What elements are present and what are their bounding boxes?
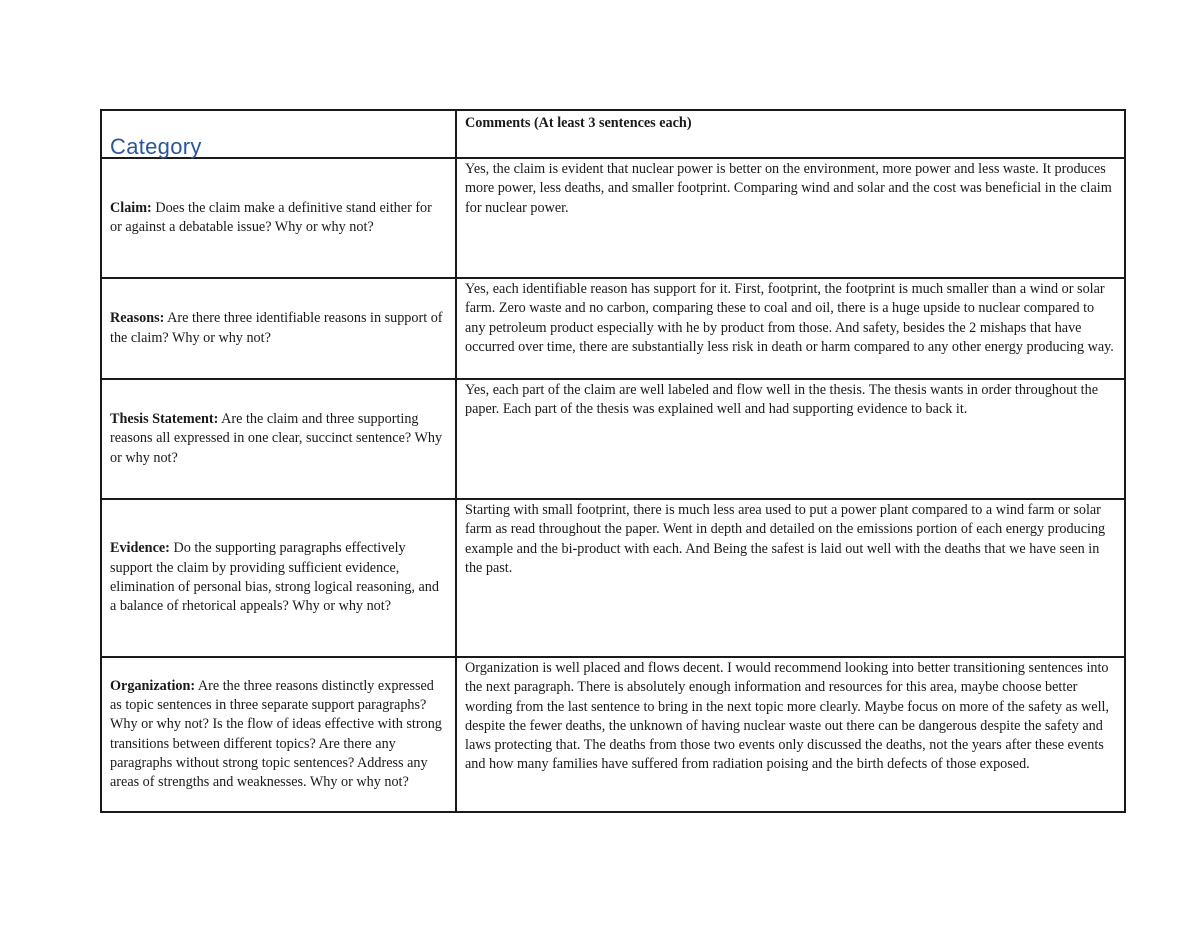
- criterion-cell-evidence: [101, 499, 456, 657]
- criterion-question: Does the claim make a definitive stand either for or against a debatable issue? Why or why not?: [110, 199, 432, 235]
- comment-text: Yes, each identifiable reason has support for it. First, footprint, the footprint is much smaller than a wind or solar farm. Zero waste and no carbon, comparing these to coal and oil, there is a huge upside to nuclear compared to any petroleum product especially with he by product from those. And safety, besides the 2 mishaps that have occurred over time, there are substantially less risk in death or harm compared to any other energy producing way.: [465, 281, 1114, 355]
- comment-cell-claim: [456, 158, 1125, 278]
- criterion-name: Claim:: [110, 199, 152, 216]
- criterion-question: Do the supporting paragraphs effectively support the claim by providing sufficient evidence, elimination of personal bias, strong logical reasoning, and a balance of rhetorical appeals? Why or why not?: [110, 540, 439, 615]
- comment-text: Organization is well placed and flows decent. I would recommend looking into better transitioning sentences into the next paragraph. There is absolutely enough information and resources for this area, maybe choose better wording from the last sentence to bring in the next topic more clearly. Maybe focus on more of the safety as well, despite the fewer deaths, the unknown of having nuclear waste out there can be dangerous despite the safety and laws protecting that. The deaths from those two events only discussed the deaths, not the years after these events and how many families have suffered from radiation poising and the birth defects of those exposed.: [465, 660, 1110, 773]
- table-row: [101, 278, 1125, 379]
- comment-cell-reasons: [456, 278, 1125, 379]
- table-row: [101, 499, 1125, 657]
- comment-cell-organization: [456, 657, 1125, 812]
- category-header-cell: [101, 110, 456, 158]
- comments-header-cell: Comments (At least 3 sentences each): [456, 110, 1125, 158]
- comment-text: Starting with small footprint, there is much less area used to put a power plant compared to a wind farm or solar farm as read throughout the paper. Went in depth and detailed on the emissions portion of each energy producing example and the bi-product with each. And Being the safest is laid out well with the deaths that we have seen in the past.: [465, 502, 1106, 576]
- category-heading: Category: [110, 133, 202, 159]
- criterion-cell-organization: [101, 657, 456, 812]
- criterion-question: Are the three reasons distinctly expressed as topic sentences in three separate support paragraphs? Why or why not? Is the flow of ideas effective with strong transitions between different topics? Are there any paragraphs without strong topic sentences? Address any areas of strengths and weaknesses. Why or why not?: [110, 677, 442, 791]
- table-row: [101, 158, 1125, 278]
- comment-text: Yes, each part of the claim are well labeled and flow well in the thesis. The thesis wants in order throughout the paper. Each part of the thesis was explained well and had supporting evidence to back it.: [465, 382, 1099, 418]
- criterion-cell-thesis: [101, 379, 456, 499]
- criterion-cell-reasons: [101, 278, 456, 379]
- criterion-question: Are there three identifiable reasons in support of the claim? Why or why not?: [110, 310, 443, 346]
- table-row: [101, 657, 1125, 812]
- criterion-name: Organization:: [110, 677, 196, 694]
- comment-text: Yes, the claim is evident that nuclear power is better on the environment, more power and less waste. It produces more power, less deaths, and smaller footprint. Comparing wind and solar and the cost was beneficial in the claim for nuclear power.: [465, 161, 1112, 216]
- comment-cell-thesis: [456, 379, 1125, 499]
- criterion-name: Reasons:: [110, 310, 165, 327]
- review-rubric-table: [100, 109, 1126, 813]
- criterion-question: Are the claim and three supporting reasons all expressed in one clear, succinct sentence? Why or why not?: [110, 411, 443, 466]
- criterion-name: Thesis Statement:: [110, 411, 219, 428]
- table-header-row: [101, 110, 1125, 158]
- criterion-cell-claim: [101, 158, 456, 278]
- table-row: [101, 379, 1125, 499]
- comment-cell-evidence: [456, 499, 1125, 657]
- criterion-name: Evidence:: [110, 540, 170, 557]
